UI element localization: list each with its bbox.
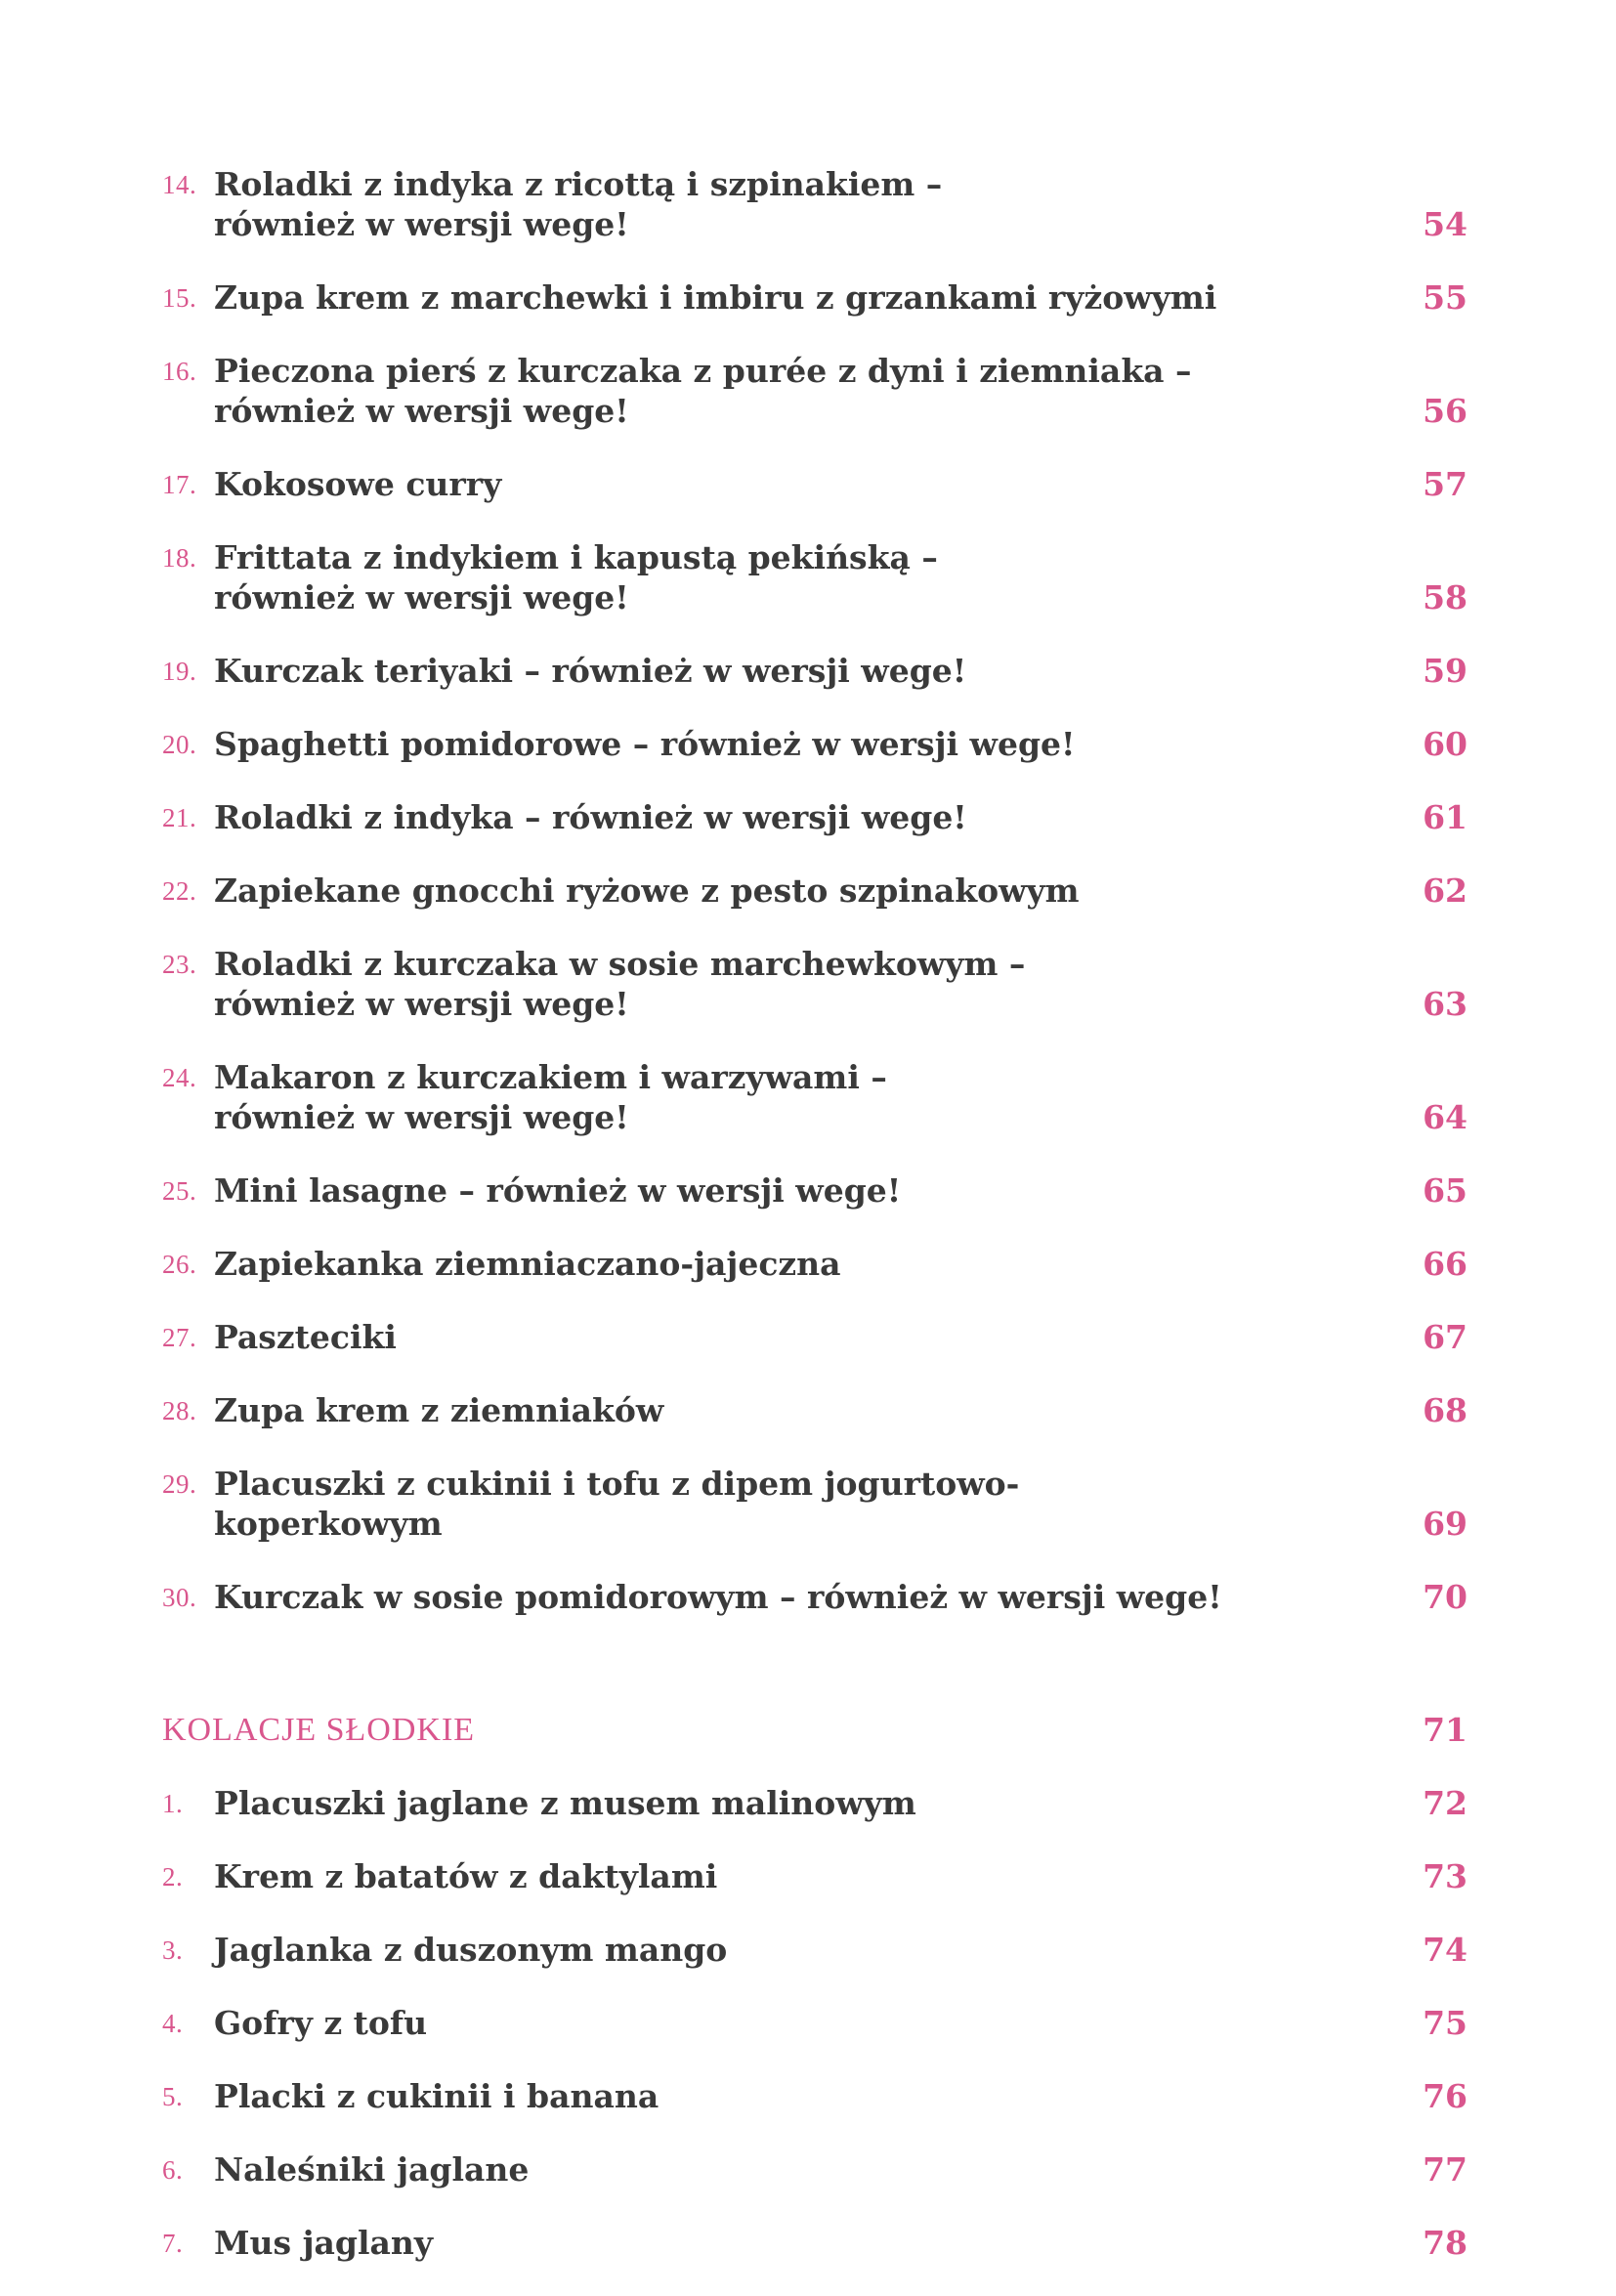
toc-section-header	[162, 1710, 1467, 1750]
toc-entry[interactable]	[162, 277, 1467, 318]
entry-title-line: Kurczak w sosie pomidorowym – również w wersji wege!	[214, 1578, 1222, 1616]
entry-page-number: 60	[1423, 725, 1467, 763]
entry-title	[214, 277, 1338, 318]
toc-entry[interactable]	[162, 1244, 1467, 1284]
entry-number: 30.	[162, 1583, 197, 1612]
entry-page-number: 57	[1423, 465, 1467, 503]
entry-number: 14.	[162, 170, 197, 199]
toc-entry[interactable]	[162, 1930, 1467, 1970]
entry-number: 21.	[162, 803, 197, 832]
entry-title-line: również w wersji wege!	[214, 205, 629, 243]
entry-page-number: 61	[1423, 798, 1467, 836]
toc-entry[interactable]	[162, 537, 1467, 617]
entry-page-number: 63	[1423, 985, 1467, 1023]
entry-number: 17.	[162, 470, 197, 499]
entry-title	[214, 1244, 1338, 1284]
entry-title-line: również w wersji wege!	[214, 1098, 629, 1136]
entry-title-line: Spaghetti pomidorowe – również w wersji wege!	[214, 725, 1076, 763]
entry-title	[214, 1577, 1338, 1617]
entry-title	[214, 537, 1338, 617]
entry-number: 5.	[162, 2082, 184, 2111]
entry-number: 20.	[162, 730, 197, 759]
entry-page-number: 78	[1423, 2224, 1467, 2262]
entry-title-line: Pieczona pierś z kurczaka z purée z dyni i ziemniaka –	[214, 352, 1192, 390]
entry-number: 2.	[162, 1862, 184, 1892]
entry-number: 28.	[162, 1396, 197, 1425]
section-page-number: 71	[1423, 1711, 1467, 1749]
section-title: KOLACJE SŁODKIE	[162, 1712, 476, 1748]
entry-title-line: Jaglanka z duszonym mango	[214, 1931, 728, 1969]
toc-list-savory	[162, 164, 1467, 1617]
entry-title-line: Naleśniki jaglane	[214, 2150, 530, 2189]
entry-title-line: również w wersji wege!	[214, 392, 629, 430]
toc-entry[interactable]	[162, 1390, 1467, 1430]
entry-number: 7.	[162, 2229, 184, 2258]
entry-page-number: 65	[1423, 1171, 1467, 1210]
entry-title-line: Zapiekanka ziemniaczano-jajeczna	[214, 1245, 841, 1283]
entry-title	[214, 1390, 1338, 1430]
entry-number: 3.	[162, 1935, 184, 1965]
entry-page-number: 68	[1423, 1391, 1467, 1429]
entry-page-number: 59	[1423, 652, 1467, 690]
entry-title-line: koperkowym	[214, 1505, 443, 1543]
entry-number: 4.	[162, 2009, 184, 2038]
entry-title-line: Krem z batatów z daktylami	[214, 1857, 718, 1895]
entry-number: 22.	[162, 876, 197, 906]
toc-entry[interactable]	[162, 1577, 1467, 1617]
entry-title	[214, 651, 1338, 691]
entry-page-number: 72	[1423, 1784, 1467, 1822]
toc-entry[interactable]	[162, 1057, 1467, 1137]
entry-title-line: Mini lasagne – również w wersji wege!	[214, 1171, 902, 1210]
entry-page-number: 55	[1423, 278, 1467, 317]
entry-title-line: również w wersji wege!	[214, 985, 629, 1023]
toc-entry[interactable]	[162, 1783, 1467, 1823]
toc-entry[interactable]	[162, 724, 1467, 764]
toc-entry[interactable]	[162, 2223, 1467, 2263]
entry-title-line: Frittata z indykiem i kapustą pekińską –	[214, 538, 938, 576]
entry-title-line: Roladki z indyka – również w wersji wege!	[214, 798, 967, 836]
entry-title	[214, 2003, 1338, 2043]
entry-number: 15.	[162, 283, 197, 313]
entry-page-number: 70	[1423, 1578, 1467, 1616]
entry-number: 29.	[162, 1469, 197, 1499]
entry-title	[214, 464, 1338, 504]
entry-number: 18.	[162, 543, 197, 573]
entry-title	[214, 871, 1338, 911]
entry-page-number: 75	[1423, 2004, 1467, 2042]
toc-entry[interactable]	[162, 164, 1467, 244]
entry-title	[214, 351, 1338, 431]
entry-title	[214, 2149, 1338, 2190]
entry-title	[214, 724, 1338, 764]
entry-title-line: Placuszki z cukinii i tofu z dipem jogurtowo-	[214, 1465, 1020, 1503]
entry-title-line: Zupa krem z ziemniaków	[214, 1391, 664, 1429]
toc-list-sweet	[162, 1783, 1467, 2263]
entry-number: 25.	[162, 1176, 197, 1206]
toc-entry[interactable]	[162, 871, 1467, 911]
toc-entry[interactable]	[162, 464, 1467, 504]
entry-page-number: 76	[1423, 2077, 1467, 2115]
entry-title	[214, 1170, 1338, 1211]
toc-entry[interactable]	[162, 944, 1467, 1024]
entry-number: 27.	[162, 1323, 197, 1352]
entry-page-number: 73	[1423, 1857, 1467, 1895]
toc-entry[interactable]	[162, 2149, 1467, 2190]
entry-title-line: Roladki z indyka z ricottą i szpinakiem –	[214, 165, 943, 203]
entry-title-line: Zapiekane gnocchi ryżowe z pesto szpinakowym	[214, 872, 1080, 910]
entry-number: 23.	[162, 950, 197, 979]
entry-number: 19.	[162, 657, 197, 686]
entry-page-number: 64	[1423, 1098, 1467, 1136]
table-of-contents	[162, 164, 1467, 2296]
entry-title	[214, 2076, 1338, 2116]
entry-page-number: 56	[1423, 392, 1467, 430]
entry-title	[214, 797, 1338, 837]
entry-number: 16.	[162, 357, 197, 386]
entry-title-line: Kurczak teriyaki – również w wersji wege!	[214, 652, 967, 690]
entry-title-line: Kokosowe curry	[214, 465, 502, 503]
entry-title-line: Gofry z tofu	[214, 2004, 428, 2042]
entry-page-number: 54	[1423, 205, 1467, 243]
entry-title-line: Placuszki jaglane z musem malinowym	[214, 1784, 916, 1822]
entry-page-number: 67	[1423, 1318, 1467, 1356]
entry-title-line: Makaron z kurczakiem i warzywami –	[214, 1058, 887, 1096]
entry-number: 24.	[162, 1063, 197, 1092]
entry-title	[214, 2223, 1338, 2263]
entry-title-line: również w wersji wege!	[214, 578, 629, 617]
entry-title	[214, 1317, 1338, 1357]
entry-page-number: 62	[1423, 872, 1467, 910]
entry-title	[214, 1930, 1338, 1970]
entry-page-number: 74	[1423, 1931, 1467, 1969]
entry-title-line: Roladki z kurczaka w sosie marchewkowym –	[214, 945, 1026, 983]
entry-title	[214, 1783, 1338, 1823]
entry-page-number: 66	[1423, 1245, 1467, 1283]
entry-title	[214, 164, 1338, 244]
toc-entry[interactable]	[162, 1464, 1467, 1544]
toc-entry[interactable]	[162, 351, 1467, 431]
entry-title	[214, 1057, 1338, 1137]
toc-entry[interactable]	[162, 2076, 1467, 2116]
entry-title	[214, 944, 1338, 1024]
entry-title-line: Mus jaglany	[214, 2224, 434, 2262]
toc-entry[interactable]	[162, 797, 1467, 837]
entry-number: 26.	[162, 1250, 197, 1279]
entry-title	[214, 1464, 1338, 1544]
entry-page-number: 58	[1423, 578, 1467, 617]
entry-title-line: Zupa krem z marchewki i imbiru z grzankami ryżowymi	[214, 278, 1217, 317]
entry-title-line: Paszteciki	[214, 1318, 397, 1356]
entry-number: 1.	[162, 1789, 184, 1818]
entry-page-number: 69	[1423, 1505, 1467, 1543]
toc-entry[interactable]	[162, 1170, 1467, 1211]
entry-page-number: 77	[1423, 2150, 1467, 2189]
entry-title-line: Placki z cukinii i banana	[214, 2077, 659, 2115]
toc-entry[interactable]	[162, 1317, 1467, 1357]
toc-entry[interactable]	[162, 1856, 1467, 1896]
toc-entry[interactable]	[162, 2003, 1467, 2043]
toc-entry[interactable]	[162, 651, 1467, 691]
entry-number: 6.	[162, 2155, 184, 2185]
entry-title	[214, 1856, 1338, 1896]
